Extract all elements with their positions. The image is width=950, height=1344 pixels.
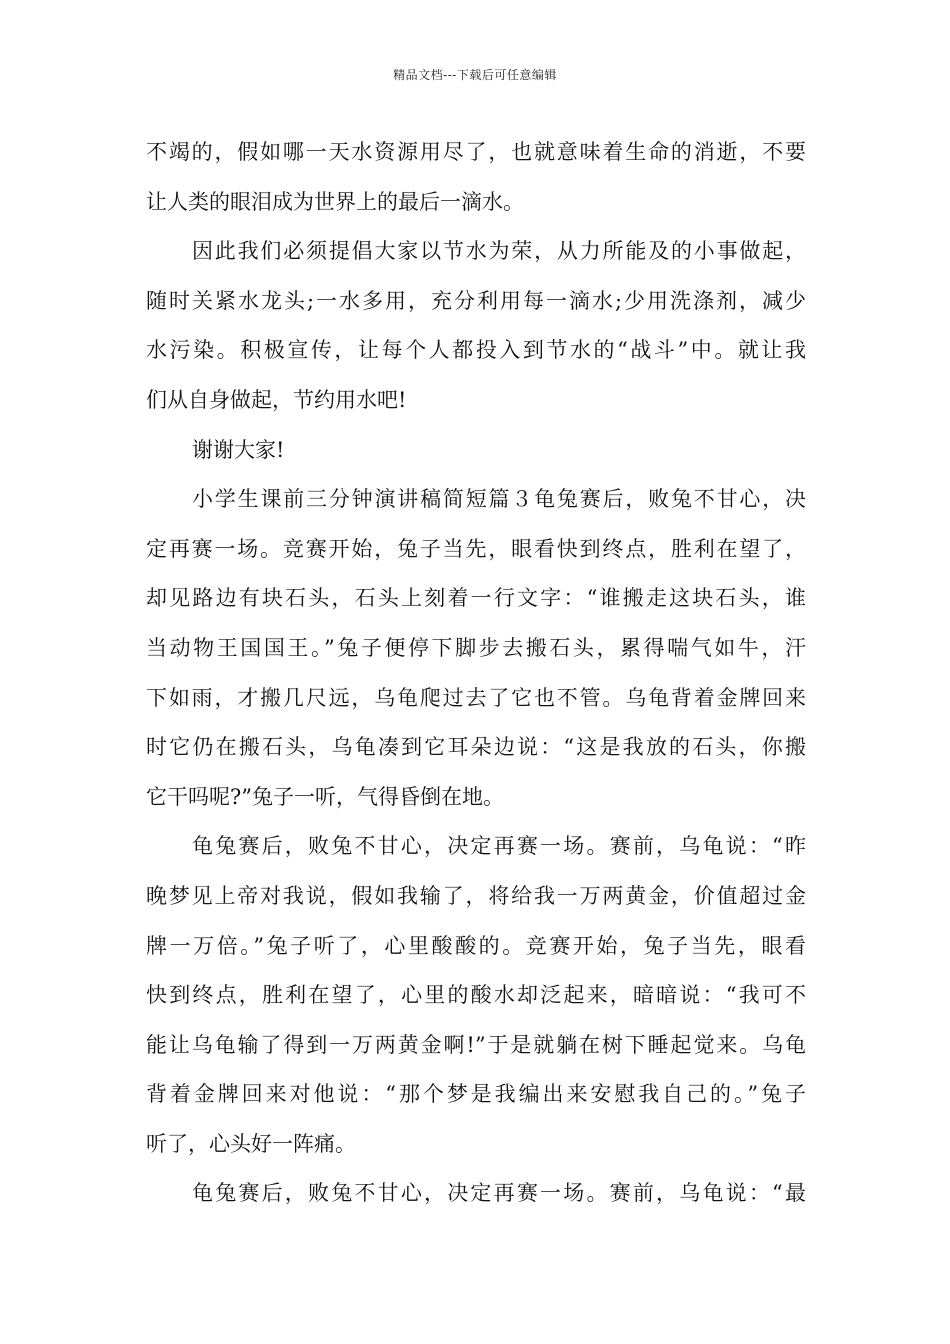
- text-line: 背着金牌回来对他说：“那个梦是我编出来安慰我自己的。”兔子: [146, 1082, 806, 1107]
- text-line: 水污染。积极宣传，让每个人都投入到节水的“战斗”中。就让我: [146, 338, 806, 363]
- text-line: 时它仍在搬石头，乌龟凑到它耳朵边说：“这是我放的石头，你搬: [146, 735, 806, 760]
- text-line: 当动物王国国王。”兔子便停下脚步去搬石头，累得喘气如牛，汗: [146, 635, 806, 660]
- text-line: 定再赛一场。竞赛开始，兔子当先，眼看快到终点，胜利在望了，: [146, 536, 806, 561]
- page-header: 精品文档---下载后可任意编辑: [393, 68, 557, 82]
- text-line: 随时关紧水龙头;一水多用，充分利用每一滴水;少用洗涤剂，减少: [146, 288, 806, 313]
- text-line: 牌一万倍。”兔子听了，心里酸酸的。竞赛开始，兔子当先，眼看: [146, 933, 806, 958]
- document-body: [146, 128, 806, 1219]
- text-line: 谢谢大家!: [192, 437, 285, 462]
- text-line: 它干吗呢?”兔子一听，气得昏倒在地。: [146, 784, 504, 809]
- text-line: 晚梦见上帝对我说，假如我输了，将给我一万两黄金，价值超过金: [146, 883, 806, 908]
- text-line: 下如雨，才搬几尺远，乌龟爬过去了它也不管。乌龟背着金牌回来: [146, 685, 806, 710]
- text-line: 们从自身做起，节约用水吧!: [146, 387, 407, 412]
- text-line: 小学生课前三分钟演讲稿简短篇３龟兔赛后，败兔不甘心，决: [192, 487, 806, 512]
- text-line: 让人类的眼泪成为世界上的最后一滴水。: [146, 189, 524, 214]
- text-line: 听了，心头好一阵痛。: [146, 1131, 356, 1156]
- text-line: 却见路边有块石头，石头上刻着一行文字：“谁搬走这块石头，谁: [146, 586, 806, 611]
- text-line: 快到终点，胜利在望了，心里的酸水却泛起来，暗暗说：“我可不: [146, 983, 806, 1008]
- text-line: 因此我们必须提倡大家以节水为荣，从力所能及的小事做起，: [192, 239, 806, 264]
- text-line: 龟兔赛后，败兔不甘心，决定再赛一场。赛前，乌龟说：“昨: [192, 834, 806, 859]
- text-line: 不竭的，假如哪一天水资源用尽了，也就意味着生命的消逝，不要: [146, 140, 806, 164]
- text-line: 能让乌龟输了得到一万两黄金啊!”于是就躺在树下睡起觉来。乌龟: [146, 1032, 806, 1057]
- text-line: 龟兔赛后，败兔不甘心，决定再赛一场。赛前，乌龟说：“最: [192, 1181, 806, 1206]
